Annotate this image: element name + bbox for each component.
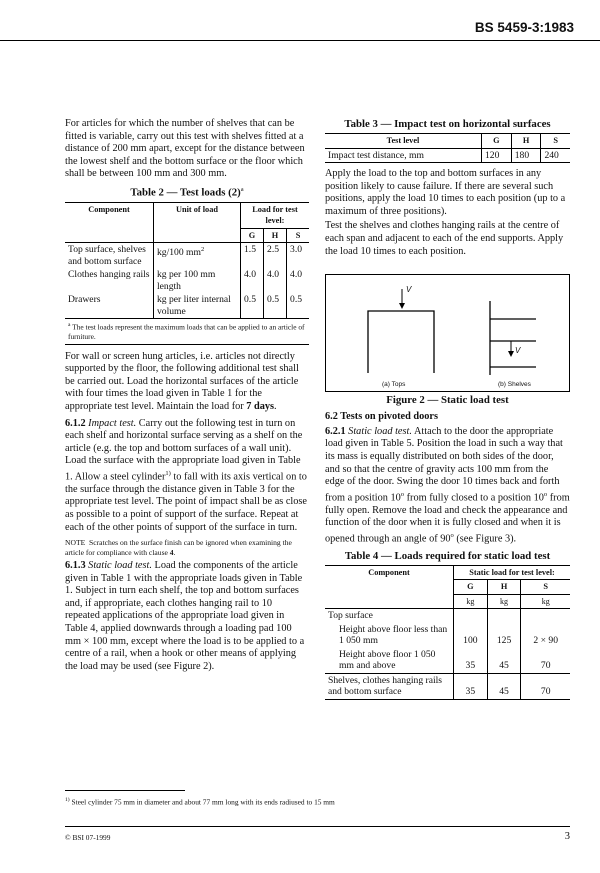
table-cell: Shelves, clothes hanging rails and bottom surface: [325, 673, 454, 699]
table-cell: 240: [544, 149, 559, 161]
table-row: [325, 609, 570, 623]
table-cell: 2.5: [264, 243, 287, 269]
page-number: 3: [564, 831, 570, 842]
table-cell: Drawers: [65, 293, 154, 319]
standard-number: BS 5459-3:1983: [474, 20, 574, 35]
figure-label-v-b: V: [515, 346, 521, 356]
copyright: © BSI 07-1999: [65, 833, 111, 842]
table2-caption: Table 2 — Test loads $(2)^a$: [130, 185, 244, 199]
table-cell: 70: [521, 673, 570, 699]
table-cell: 45: [487, 673, 521, 699]
table-cell: 70: [540, 660, 551, 672]
table-cell: kg per 100 mm length: [154, 268, 241, 293]
table2-head-unit: Unit of load: [154, 202, 241, 243]
table3-head-g: G: [482, 134, 512, 149]
table4: [325, 565, 570, 700]
table-row: [65, 319, 309, 344]
table-cell: kg/100 $mm^2$: [154, 243, 241, 269]
left-column: [65, 118, 309, 673]
table4-level-s: S: [521, 580, 570, 595]
footnote-rule: [65, 790, 185, 791]
table2: [65, 202, 309, 345]
note: NOTE Scratches on the surface finish can be ignored when examining the article for compliance with clause 4.: [65, 538, 292, 557]
table-cell: kg per liter internal volume: [154, 293, 241, 319]
table3: [325, 133, 570, 163]
figure-label-v-a: V: [406, 285, 412, 295]
figure-2: [325, 274, 570, 392]
right-column: [325, 118, 570, 700]
table-cell: 0.5: [290, 294, 303, 306]
table-cell: 0.5: [264, 293, 287, 319]
table-row: [65, 243, 309, 269]
table-cell: 35: [454, 648, 488, 674]
table-cell: 1.5: [241, 243, 264, 269]
table-cell: 125: [487, 623, 521, 648]
figure-label-shelves: (b) Shelves: [498, 381, 531, 389]
section-6-2-heading: 6.2 Tests on pivoted doors: [325, 411, 439, 423]
table-cell: 35: [454, 673, 488, 699]
figure-2-caption: Figure 2 — Static load test: [386, 394, 509, 407]
table4-unit-h: kg: [487, 594, 521, 609]
wall-hung-paragraph: For wall or screen hung articles, i.e. articles not directly supported by the floor, the following additional test shall be carried out. Load the horizontal surfaces of the article with four times the load given in Table 1 for the appropriate test level. Maintain the load for 7 days.: [65, 350, 299, 412]
apply-load-paragraph: Apply the load to the top and bottom surfaces in any position likely to cause failure. If there are several such positions, apply the load 10 times to each position (up to a maximum of three positions).: [325, 168, 566, 217]
table4-unit-s: kg: [521, 594, 570, 609]
table2-footnote: $^a$ The test loads represent the maximum loads that can be applied to an article of furniture.: [65, 319, 309, 344]
table4-head-load: Static load for test level:: [454, 565, 571, 580]
table-row: [65, 268, 309, 293]
table-row: [65, 202, 309, 228]
table4-level-g: G: [454, 580, 488, 595]
table-cell: Clothes hanging rails: [65, 268, 154, 293]
table4-unit-g: kg: [454, 594, 488, 609]
table-cell: [487, 609, 521, 623]
table2-level-s: S: [287, 228, 309, 243]
table4-level-h: H: [487, 580, 521, 595]
table-cell: 120: [482, 148, 512, 163]
table-cell: Top surface, shelves and bottom surface: [65, 243, 154, 269]
table-cell: Height above floor less than 1 050 mm: [325, 623, 454, 648]
table-cell: Height above floor 1 050 mm and above: [325, 648, 454, 674]
figure-label-tops: (a) Tops: [382, 381, 406, 389]
table4-caption: Table 4 — Loads required for static load test: [344, 549, 551, 562]
table-cell: 0.5: [241, 293, 264, 319]
table4-head-component: Component: [325, 565, 454, 609]
table-row: [325, 565, 570, 580]
table3-head-h: H: [511, 134, 541, 149]
table-cell: Impact test distance, mm: [325, 148, 482, 163]
page-footnote: $^{1)}$ Steel cylinder 75 mm in diameter and about 77 mm long with its ends radiused to 15 mm: [65, 797, 335, 807]
table2-level-g: G: [241, 228, 264, 243]
table-cell: 4.0: [241, 268, 264, 293]
section-6-2-1: 6.2.1 Static load test. Attach to the door the appropriate load given in Table 5. Position the load in such a way that its mass is equally distributed on both sides of the door, and so that the centre of gravity acts 100 mm from the edge of the door. Swing the door 10 times back and forth from a position 10$^o$ from fully closed to a position 10$^o$ from fully open. Remove the load and check the appearance and function of the door when it is fully closed and when it is opened through an angle of 90$^o$ (see Figure 3).: [325, 425, 570, 545]
table-row: [325, 148, 570, 163]
section-6-1-3: 6.1.3 Static load test. Load the components of the article given in Table 1 with the appropriate loads given in Table 1. Subject in turn each shelf, the top and bottom surfaces and, if appropriate, each clothes hanging rail to 10 repeated applications of the appropriate load given in Table 4, applied downwards through a loading pad 100 mm × 100 mm, except where the load is to be applied to a centre of a rail, when a hook or other means of applying the load may be used (see Figure 2).: [65, 560, 305, 672]
table3-head-level: Test level: [325, 134, 482, 149]
table-cell: 2 × 90: [533, 635, 558, 647]
table-cell: 4.0: [264, 268, 287, 293]
table-row: [325, 134, 570, 149]
intro-paragraph: For articles for which the number of shelves that can be fitted is variable, carry out this test with shelves fitted at a distance of 200 mm apart, except for the distance between the lowest shelf and the bottom surface or the floor which shall be between 100 mm and 300 mm.: [65, 118, 305, 180]
table-cell: [521, 609, 570, 623]
table3-caption: Table 3 — Impact test on horizontal surfaces: [344, 118, 551, 130]
table-row: [65, 293, 309, 319]
table2-head-component: Component: [65, 202, 154, 243]
section-6-1-2: 6.1.2 Impact test. Carry out the following test in turn on each shelf and horizontal surface serving as a shelf on the article (e.g. the top and bottom surfaces of a wall unit). Load the surface with the appropriate load given in Table 1. Allow a steel cylinder$^{1)}$ to fall with its axis vertical on to the surface through the distance given in Table 3 for the appropriate test level. The point of impact shall be as close as possible to a point of support of the surface. Repeat at each of the other points of support of the surface in turn.: [65, 417, 307, 533]
table3-head-s: S: [541, 134, 570, 149]
table-cell: 3.0: [290, 244, 303, 256]
table-row: [325, 648, 570, 674]
header-rule: [0, 40, 600, 41]
table-cell: 45: [487, 648, 521, 674]
table-cell: Top surface: [325, 609, 454, 623]
figure-2-drawing: [326, 275, 569, 391]
table-cell: 180: [511, 148, 541, 163]
table-cell: 4.0: [290, 269, 303, 281]
table-row: [325, 623, 570, 648]
table-row: [325, 673, 570, 699]
table2-head-load: Load for test level:: [241, 202, 310, 228]
rails-paragraph: Test the shelves and clothes hanging rails at the centre of each span and adjacent to each of the end supports. Apply the load 10 times to each position.: [325, 220, 564, 257]
footer-rule: [65, 826, 570, 827]
table2-level-h: H: [264, 228, 287, 243]
table-cell: [454, 609, 488, 623]
table2-caption-mark: a: [240, 185, 244, 193]
table-cell: 100: [454, 623, 488, 648]
